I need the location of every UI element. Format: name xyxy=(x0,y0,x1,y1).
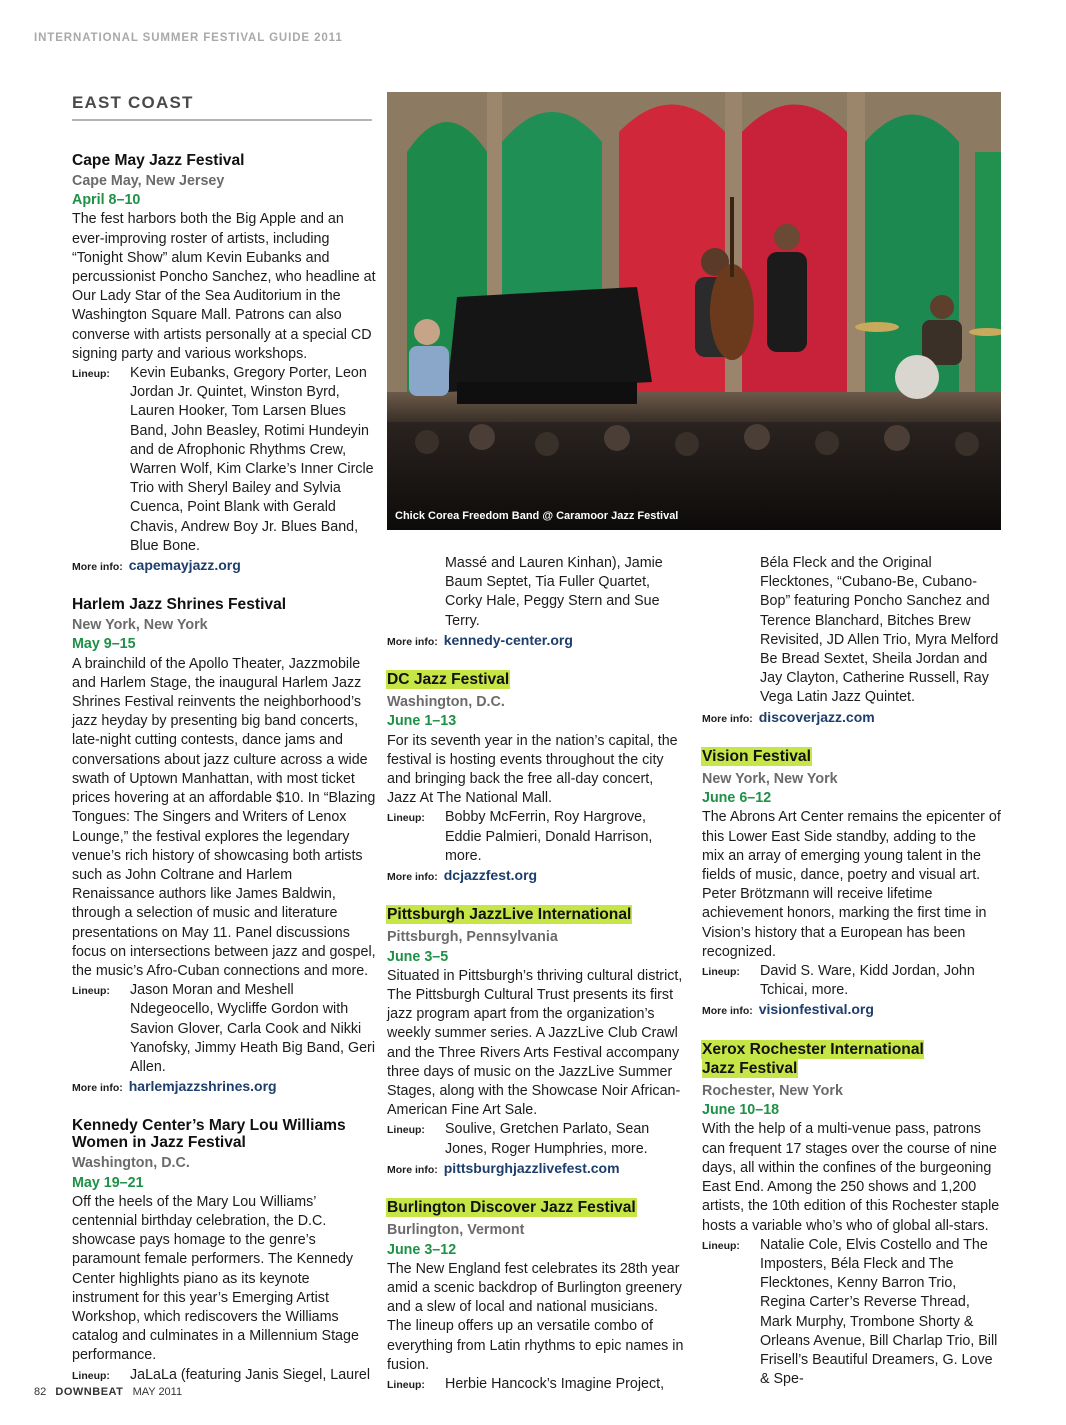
festival-lineup xyxy=(387,1120,685,1158)
lineup-label: Lineup: xyxy=(387,1124,425,1137)
festival-description: Off the heels of the Mary Lou Williams’ centennial birthday celebration, the D.C. showcase pays homage to the genre’s paramount female performers. The Kennedy Center highlights piano as its keynote instrument for this year’s Emerging Artist Workshop, which rediscovers the Williams catalog and culminates in a Millennium Stage performance. xyxy=(72,1193,359,1364)
festival-entry-cape-may xyxy=(72,152,376,577)
festival-entry-dc xyxy=(387,671,685,887)
festival-dates: May 9–15 xyxy=(72,636,136,653)
lineup-label: Lineup: xyxy=(72,368,110,381)
festival-description: For its seventh year in the nation’s capital, the festival is hosting events throughout the city and bringing back the free all-day concert, Jazz At The National Mall. xyxy=(387,732,678,807)
more-info xyxy=(702,708,1002,729)
more-info-label: More info: xyxy=(387,871,438,884)
festival-entry-pittsburgh xyxy=(387,906,685,1180)
festival-description: The New England fest celebrates its 28th year amid a scenic backdrop of Burlington greenery and a slew of local and national musicians. The lineup offers up an versatile combo of everything from Latin rhythms to epic names in fusion. xyxy=(387,1260,684,1373)
festival-dates: June 6–12 xyxy=(702,790,772,807)
more-info-label: More info: xyxy=(387,635,438,648)
festival-location: Cape May, New Jersey xyxy=(72,173,225,189)
festival-entry-kennedy-continued xyxy=(387,554,685,652)
concert-photo-image xyxy=(387,92,1001,530)
festival-name: Kennedy Center’s Mary Lou Williams Women in Jazz Festival xyxy=(72,1117,346,1152)
festival-lineup xyxy=(387,1375,685,1395)
lineup-text: JaLaLa (featuring Janis Siegel, Laurel xyxy=(130,1366,371,1383)
festival-location: Burlington, Vermont xyxy=(387,1222,525,1239)
festival-url-link[interactable]: discoverjazz.com xyxy=(758,708,875,725)
more-info xyxy=(387,631,685,652)
festival-location: Washington, D.C. xyxy=(72,1155,190,1172)
more-info xyxy=(72,1077,376,1098)
festival-location: New York, New York xyxy=(72,617,208,634)
festival-location: New York, New York xyxy=(702,771,838,788)
festival-name: Harlem Jazz Shrines Festival xyxy=(72,596,287,614)
festival-location: Washington, D.C. xyxy=(387,694,505,711)
lineup-text: Jason Moran and Meshell Ndegeocello, Wycliffe Gordon with Savion Glover, Carla Cook and Nikki Yanofsky, Jimmy Heath Big Band, Geri Allen. xyxy=(130,982,375,1075)
festival-description: Situated in Pittsburgh’s thriving cultural district, The Pittsburgh Cultural Trust presents its first jazz program apart from the organization’s weekly summer series. A JazzLive Club Crawl and the Three Rivers Arts Festival accompany three days of music on the JazzLive Summer Stages, along with the Showcase Noir African-American Fine Art Sale. xyxy=(387,967,683,1119)
lineup-text: Herbie Hancock’s Imagine Project, xyxy=(445,1375,665,1392)
festival-lineup xyxy=(72,1366,376,1386)
festival-lineup xyxy=(702,1236,1002,1390)
section-title: EAST COAST xyxy=(72,93,372,121)
festival-location: Pittsburgh, Pennsylvania xyxy=(387,929,558,946)
festival-location: Rochester, New York xyxy=(702,1083,843,1100)
festival-entry-burlington-continued xyxy=(702,554,1002,729)
page-footer xyxy=(34,1386,182,1398)
lineup-text: Kevin Eubanks, Gregory Porter, Leon Jordan Jr. Quintet, Winston Byrd, Lauren Hooker, Tom Larsen Blues Band, John Beasley, Rotimi Hundeyin and de Afrophonic Rhythms Crew, Warren Wolf, Kim Clarke’s Inner Circle Trio with Sheryl Bailey and Sylvia Cuenca, Point Blank with Gerald Chavis, Andrew Boy Jr. Blues Band, Blue Bone. xyxy=(130,365,374,554)
more-info-label: More info: xyxy=(702,1005,753,1018)
lineup-continued: Massé and Lauren Kinhan), Jamie Baum Septet, Tia Fuller Quartet, Corky Hale, Peggy Stern and Sue Terry. xyxy=(445,555,663,629)
more-info-label: More info: xyxy=(702,712,753,725)
festival-name: Vision Festival xyxy=(702,747,811,765)
festival-dates: May 19–21 xyxy=(72,1174,144,1191)
festival-dates: June 1–13 xyxy=(387,713,457,730)
festival-dates: April 8–10 xyxy=(72,192,141,209)
more-info-label: More info: xyxy=(72,561,123,574)
more-info xyxy=(387,1159,685,1180)
lineup-label: Lineup: xyxy=(702,966,740,979)
festival-url-link[interactable]: capemayjazz.org xyxy=(128,557,241,574)
festival-entry-vision xyxy=(702,748,1002,1022)
festival-url-link[interactable]: dcjazzfest.org xyxy=(443,867,538,884)
more-info xyxy=(702,1000,1002,1021)
lineup-continued: Béla Fleck and the Original Flecktones, “Cubano-Be, Cubano-Bop” featuring Poncho Sanchez and Terence Blanchard, Bitches Brew Revisited, JD Allen Trio, Myra Melford Be Bread Sextet, Sheila Jordan and Jay Clayton, Catherine Russell, Ray Vega Latin Jazz Quintet. xyxy=(760,555,999,706)
festival-name: Cape May Jazz Festival xyxy=(72,152,245,169)
festival-entry-burlington xyxy=(387,1199,685,1395)
lineup-label: Lineup: xyxy=(72,1369,110,1382)
festival-lineup xyxy=(72,364,376,556)
festival-url-link[interactable]: harlemjazzshrines.org xyxy=(128,1078,277,1095)
lineup-text: Soulive, Gretchen Parlato, Sean Jones, Roger Humphries, more. xyxy=(445,1121,650,1157)
festival-name: Pittsburgh JazzLive International xyxy=(387,906,632,924)
festival-url-link[interactable]: visionfestival.org xyxy=(758,1001,874,1018)
more-info xyxy=(72,556,376,577)
festival-description: The fest harbors both the Big Apple and an ever-improving roster of artists, including “Tonight Show” alum Kevin Eubanks and percussionist Poncho Sanchez, who headline at Our Lady Star of the Sea Auditorium in the Washington Square Mall. Patrons can also converse with artists personally at a special CD signing party and various workshops. xyxy=(72,211,376,362)
festival-name: Xerox Rochester International Jazz Festival xyxy=(702,1040,924,1077)
lineup-label: Lineup: xyxy=(72,985,110,998)
festival-lineup xyxy=(72,981,376,1077)
festival-lineup xyxy=(702,962,1002,1000)
more-info-label: More info: xyxy=(72,1082,123,1095)
more-info-label: More info: xyxy=(387,1163,438,1176)
more-info xyxy=(387,866,685,887)
column-1 xyxy=(72,152,376,1405)
lineup-label: Lineup: xyxy=(387,812,425,825)
issue-date: MAY 2011 xyxy=(132,1386,183,1398)
festival-description: A brainchild of the Apollo Theater, Jazzmobile and Harlem Stage, the inaugural Harlem Jazz Shrines Festival reinvents the neighborhood’s jazz heyday by presenting big band concerts, late-night cutting contests, dance jams and conversations about jazz culture across a wide swath of Uptown Manhattan, with most ticket prices hovering at an affordable $10. In “Blazing Tongues: The Singers and Writers of Lenox Lounge,” the festival explores the legendary venue’s rich history of showcasing both artists such as John Coltrane and Harlem Renaissance authors like James Baldwin, through a selection of music and literature presentations on May 11. Panel discussions focus on intersections between jazz and gospel, the music’s Afro-Cuban connections and more. xyxy=(72,655,376,979)
running-head: INTERNATIONAL SUMMER FESTIVAL GUIDE 2011 xyxy=(34,32,343,44)
festival-dates: June 10–18 xyxy=(702,1102,780,1119)
column-3 xyxy=(702,554,1002,1408)
festival-description: The Abrons Art Center remains the epicenter of this Lower East Side standby, adding to the mix an array of emerging young talent in the fields of music, dance, poetry and visual art. Peter Brötzmann will receive lifetime achievement honors, marking the first time in Vision’s history that a European has been recognized. xyxy=(702,809,1001,960)
festival-dates: June 3–5 xyxy=(387,948,449,965)
festival-url-link[interactable]: pittsburghjazzlivefest.com xyxy=(443,1159,620,1176)
lineup-text: Natalie Cole, Elvis Costello and The Imposters, Béla Fleck and The Flecktones, Kenny Barron Trio, Regina Carter’s Reverse Thread, Mark Murphy, Trombone Shorty & Orleans Avenue, Bill Charlap Trio, Bill Frisell’s Beautiful Dreamers, G. Love & Spe- xyxy=(760,1236,998,1388)
festival-url-link[interactable]: kennedy-center.org xyxy=(443,631,573,648)
festival-name: Burlington Discover Jazz Festival xyxy=(387,1199,636,1217)
photo-caption: Chick Corea Freedom Band @ Caramoor Jazz Festival xyxy=(395,510,679,522)
lineup-label: Lineup: xyxy=(387,1378,425,1391)
lineup-label: Lineup: xyxy=(702,1239,740,1252)
magazine-name: DOWNBEAT xyxy=(55,1386,124,1398)
festival-entry-kennedy xyxy=(72,1117,376,1385)
festival-lineup xyxy=(387,808,685,866)
lineup-text: David S. Ware, Kidd Jordan, John Tchicai, more. xyxy=(760,963,975,999)
festival-description: With the help of a multi-venue pass, patrons can frequent 17 stages over the course of nine days, all within the confines of the burgeoning East End. Among the 250 shows and 1,200 artists, the 10th edition of this Rochester staple hosts a variable who’s who of global all-stars. xyxy=(702,1121,1000,1234)
page-number: 82 xyxy=(34,1386,47,1398)
festival-dates: June 3–12 xyxy=(387,1241,457,1258)
concert-photo xyxy=(387,92,1001,530)
festival-entry-harlem xyxy=(72,596,376,1098)
festival-entry-xerox-rochester xyxy=(702,1041,1002,1390)
lineup-text: Bobby McFerrin, Roy Hargrove, Eddie Palmieri, Donald Harrison, more. xyxy=(445,809,653,864)
column-2 xyxy=(387,554,685,1414)
festival-name: DC Jazz Festival xyxy=(387,671,510,689)
